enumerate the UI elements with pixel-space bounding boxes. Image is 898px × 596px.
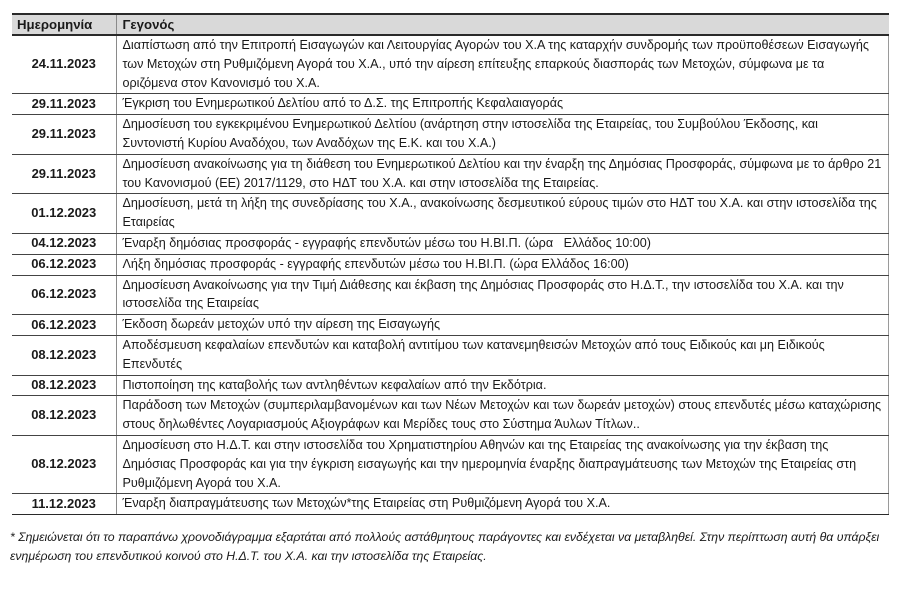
table-row <box>12 35 889 94</box>
row-event: Δημοσίευση, μετά τη λήξη της συνεδρίασης του Χ.Α., ανακοίνωσης δεσμευτικού εύρους τιμών στο ΗΔΤ του Χ.Α. και στην ιστοσελίδα της Εταιρείας <box>116 194 889 234</box>
row-event: Διαπίστωση από την Επιτροπή Εισαγωγών και Λειτουργίας Αγορών του Χ.Α της καταρχήν συνδρομής των προϋποθέσεων Εισαγωγής των Μετοχών στη Ρυθμιζόμενη Αγορά του Χ.Α., υπό την αίρεση επίτευξης επαρκούς διασποράς των Μετοχών, σύμφωνα με τα οριζόμενα στον Κανονισμό του Χ.Α. <box>116 35 889 94</box>
row-event: Δημοσίευση στο Η.Δ.Τ. και στην ιστοσελίδα του Χρηματιστηρίου Αθηνών και της Εταιρείας της ανακοίνωσης για την έκβαση της Δημόσιας Προσφοράς και για την έγκριση εισαγωγής και την ημερομηνία έναρξης διαπραγμάτευσης των Μετοχών της Εταιρείας στη Ρυθμιζόμενη Αγορά του Χ.Α. <box>116 435 889 493</box>
table-row <box>12 233 889 254</box>
row-event: Λήξη δημόσιας προσφοράς - εγγραφής επενδυτών μέσω του Η.ΒΙ.Π. (ώρα Ελλάδος 16:00) <box>116 254 889 275</box>
row-event: Έναρξη δημόσιας προσφοράς - εγγραφής επενδυτών μέσω του Η.ΒΙ.Π. (ώρα Ελλάδος 10:00) <box>116 233 889 254</box>
header-event: Γεγονός <box>116 14 889 35</box>
header-row <box>12 14 889 35</box>
table-row <box>12 375 889 396</box>
table-row <box>12 194 889 234</box>
row-date: 08.12.2023 <box>12 435 116 493</box>
table-row <box>12 115 889 155</box>
row-date: 06.12.2023 <box>12 275 116 315</box>
row-date: 29.11.2023 <box>12 94 116 115</box>
row-date: 06.12.2023 <box>12 254 116 275</box>
row-event: Δημοσίευση ανακοίνωσης για τη διάθεση του Ενημερωτικού Δελτίου και την έναρξη της Δημόσιας Προσφοράς, σύμφωνα με το άρθρο 21 του Κανονισμού (ΕΕ) 2017/1129, στο ΗΔΤ του Χ.Α. και στην ιστοσελίδα της Εταιρείας. <box>116 154 889 194</box>
row-event: Έγκριση του Ενημερωτικού Δελτίου από το Δ.Σ. της Επιτροπής Κεφαλαιαγοράς <box>116 94 889 115</box>
header-date: Ημερομηνία <box>12 14 116 35</box>
row-date: 08.12.2023 <box>12 375 116 396</box>
row-event: Δημοσίευση του εγκεκριμένου Ενημερωτικού Δελτίου (ανάρτηση στην ιστοσελίδα της Εταιρείας, του Συμβούλου Έκδοσης, και Συντονιστή Κυρίου Αναδόχου, των Αναδόχων της Ε.Κ. και του Χ.Α.) <box>116 115 889 155</box>
table-row <box>12 275 889 315</box>
table-row <box>12 94 889 115</box>
row-event: Έναρξη διαπραγμάτευσης των Μετοχών*της Εταιρείας στη Ρυθμιζόμενη Αγορά του Χ.Α. <box>116 494 889 515</box>
table-row <box>12 254 889 275</box>
row-event: Παράδοση των Μετοχών (συμπεριλαμβανομένων και των Νέων Μετοχών και των δωρεάν μετοχών) στους επενδυτές μέσω καταχώρισης στους δηλωθέντες Λογαριασμούς Αξιογράφων και Μερίδες τους στο Σύστημα Άυλων Τίτλων.. <box>116 396 889 436</box>
row-event: Δημοσίευση Ανακοίνωσης για την Τιμή Διάθεσης και έκβαση της Δημόσιας Προσφοράς στο Η.Δ.Τ., την ιστοσελίδα του Χ.Α. και την ιστοσελίδα της Εταιρείας <box>116 275 889 315</box>
table-row <box>12 494 889 515</box>
table-row <box>12 315 889 336</box>
row-date: 01.12.2023 <box>12 194 116 234</box>
row-event: Αποδέσμευση κεφαλαίων επενδυτών και καταβολή αντιτίμου των κατανεμηθεισών Μετοχών από τους Ειδικούς και μη Ειδικούς Επενδυτές <box>116 335 889 375</box>
row-date: 29.11.2023 <box>12 115 116 155</box>
table-row <box>12 396 889 436</box>
row-date: 29.11.2023 <box>12 154 116 194</box>
timetable <box>12 13 889 515</box>
table-row <box>12 335 889 375</box>
row-date: 04.12.2023 <box>12 233 116 254</box>
row-date: 08.12.2023 <box>12 335 116 375</box>
row-event: Πιστοποίηση της καταβολής των αντληθέντων κεφαλαίων από την Εκδότρια. <box>116 375 889 396</box>
row-event: Έκδοση δωρεάν μετοχών υπό την αίρεση της Εισαγωγής <box>116 315 889 336</box>
row-date: 24.11.2023 <box>12 35 116 94</box>
table-row <box>12 435 889 493</box>
table-row <box>12 154 889 194</box>
row-date: 06.12.2023 <box>12 315 116 336</box>
footnote: * Σημειώνεται ότι το παραπάνω χρονοδιάγραμμα εξαρτάται από πολλούς αστάθμητους παράγοντες και ενδέχεται να μεταβληθεί. Στην περίπτωση αυτή θα υπάρξει ενημέρωση του επενδυτικού κοινού στο Η.Δ.Τ. του Χ.Α. και την ιστοσελίδα της Εταιρείας. <box>10 530 880 563</box>
row-date: 11.12.2023 <box>12 494 116 515</box>
row-date: 08.12.2023 <box>12 396 116 436</box>
